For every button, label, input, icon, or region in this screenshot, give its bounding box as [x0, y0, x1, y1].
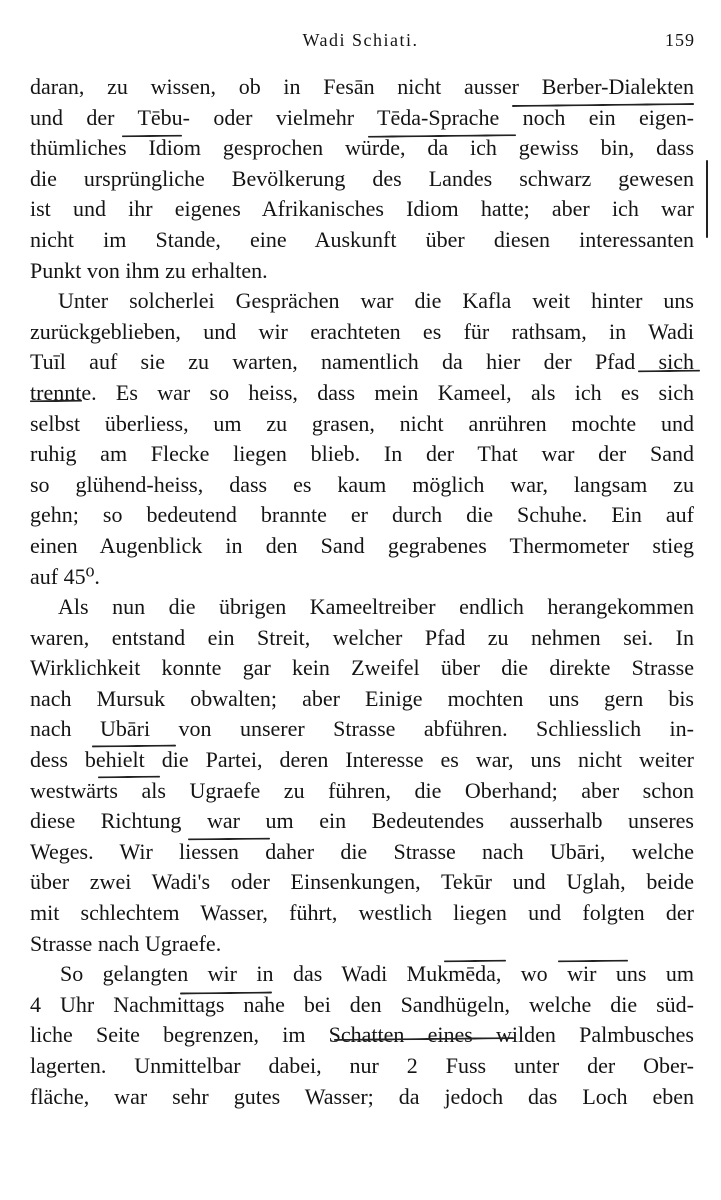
- text-line: Weges. Wir liessen daher die Strasse nach Ubāri, welche: [30, 838, 694, 864]
- text-line: über zwei Wadi's oder Einsenkungen, Tekūr und Uglah, beide: [30, 869, 694, 895]
- text-line: einen Augenblick in den Sand gegrabenes Thermometer stieg: [30, 532, 694, 558]
- text-line: nach Mursuk obwalten; aber Einige mochten uns gern bis: [30, 685, 694, 711]
- text-line: ist und ihr eigenes Afrikanisches Idiom hatte; aber ich war: [30, 196, 694, 222]
- text-line: Als nun die übrigen Kameeltreiber endlich herangekommen: [58, 594, 694, 620]
- paragraph-4: [30, 959, 694, 1112]
- text-line: lagerten. Unmittelbar dabei, nur 2 Fuss unter der Ober-: [30, 1053, 694, 1078]
- running-title: Wadi Schiati.: [302, 30, 419, 50]
- page-number: 159: [665, 30, 695, 50]
- text-line: selbst überliess, um zu grasen, nicht anrühren mochte und: [30, 410, 694, 436]
- text-line: waren, entstand ein Streit, welcher Pfad zu nehmen sei. In: [30, 624, 694, 650]
- text-line: 4 Uhr Nachmittags nahe bei den Sandhügeln, welche die süd-: [30, 991, 694, 1017]
- text-line: zurückgeblieben, und wir erachteten es für rathsam, in Wadi: [30, 318, 694, 344]
- text-line: mit schlechtem Wasser, führt, westlich liegen und folgten der: [30, 900, 694, 926]
- text-line: auf 45⁰.: [30, 563, 100, 589]
- text-line: ruhig am Flecke liegen blieb. In der That war der Sand: [30, 441, 694, 467]
- text-line: und der Tēbu- oder vielmehr Tēda-Sprache noch ein eigen-: [30, 104, 694, 130]
- text-line: thümliches Idiom gesprochen würde, da ich gewiss bin, dass: [30, 135, 694, 161]
- text-line: Tuīl auf sie zu warten, namentlich da hier der Pfad sich: [30, 349, 694, 375]
- running-head: [0, 30, 721, 60]
- text-line: Strasse nach Ugraefe.: [30, 930, 222, 956]
- text-line: westwärts als Ugraefe zu führen, die Oberhand; aber schon: [30, 777, 694, 803]
- text-line: so glühend-heiss, dass es kaum möglich war, langsam zu: [30, 471, 694, 497]
- text-line: Punkt von ihm zu erhalten.: [30, 257, 268, 283]
- paragraph-2: [30, 286, 694, 592]
- text-line: Wirklichkeit konnte gar kein Zweifel über die direkte Strasse: [30, 655, 694, 681]
- body-text: [30, 72, 694, 1112]
- text-line: daran, zu wissen, ob in Fesān nicht ausser Berber-Dialekten: [30, 74, 694, 99]
- text-line: dess behielt die Partei, deren Interesse es war, uns nicht weiter: [30, 747, 694, 773]
- text-line: liche Seite begrenzen, im Schatten eines wilden Palmbusches: [30, 1022, 694, 1048]
- text-line: fläche, war sehr gutes Wasser; da jedoch das Loch eben: [30, 1083, 694, 1109]
- text-line: die ursprüngliche Bevölkerung des Landes schwarz gewesen: [30, 165, 694, 191]
- text-line: Unter solcherlei Gesprächen war die Kafla weit hinter uns: [58, 288, 694, 314]
- text-line: diese Richtung war um ein Bedeutendes ausserhalb unseres: [30, 808, 694, 834]
- text-line: gehn; so bedeutend brannte er durch die Schuhe. Ein auf: [30, 502, 694, 528]
- text-line: nach Ubāri von unserer Strasse abführen. Schliesslich in-: [30, 716, 694, 742]
- text-line: nicht im Stande, eine Auskunft über diesen interessanten: [30, 226, 694, 252]
- text-line: trennte. Es war so heiss, dass mein Kameel, als ich es sich: [30, 379, 694, 405]
- text-line: So gelangten wir in das Wadi Mukmēda, wo wir uns um: [60, 961, 694, 987]
- margin-pencil-mark: [706, 160, 708, 238]
